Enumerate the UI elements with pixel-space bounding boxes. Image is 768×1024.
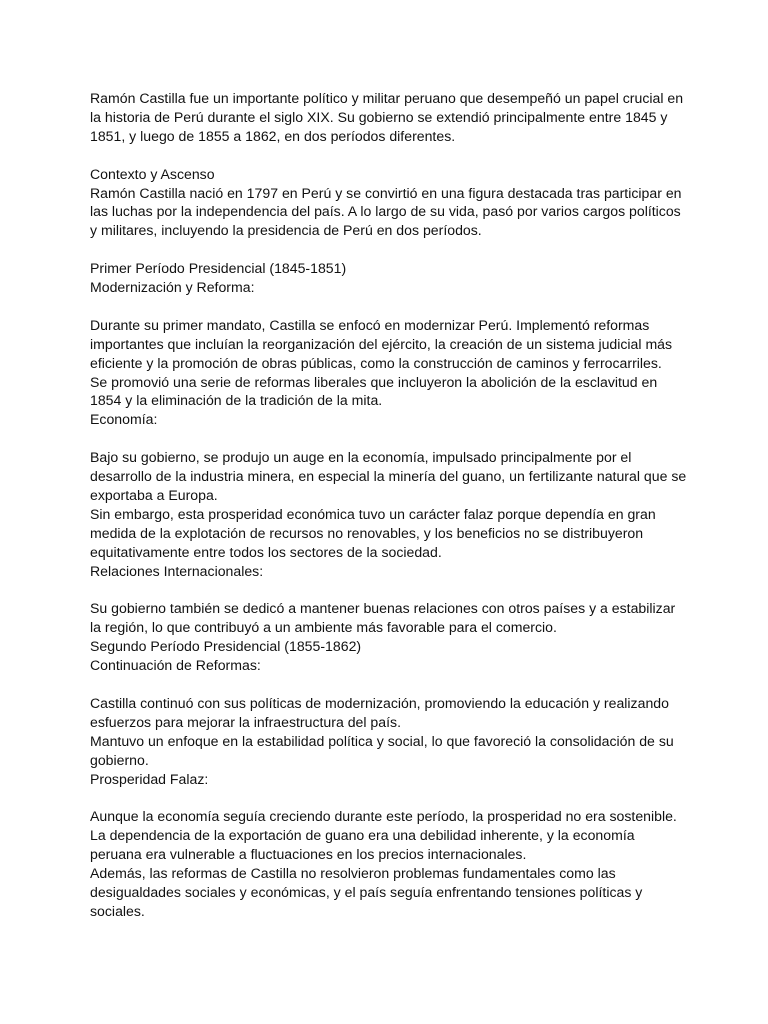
text-line: y militares, incluyendo la presidencia de Perú en dos períodos.	[90, 222, 482, 239]
text-line: esfuerzos para mejorar la infraestructura del país.	[90, 713, 401, 730]
text-line: Además, las reformas de Castilla no resolvieron problemas fundamentales como las	[90, 865, 616, 882]
paragraph-spacer	[90, 429, 690, 448]
text-line: la región, lo que contribuyó a un ambiente más favorable para el comercio.	[90, 619, 557, 636]
text-line: La dependencia de la exportación de guano era una debilidad inherente, y la economía	[90, 827, 635, 844]
subsection-heading: Modernización y Reforma:	[90, 279, 255, 296]
text-line: peruana era vulnerable a fluctuaciones en los precios internacionales.	[90, 846, 527, 863]
text-line: Su gobierno también se dedicó a mantener buenas relaciones con otros países y a estabilizar	[90, 600, 676, 617]
false-prosperity-paragraph	[90, 807, 690, 920]
subsection-heading: Relaciones Internacionales:	[90, 562, 264, 579]
text-line: Se promovió una serie de reformas liberales que incluyeron la abolición de la esclavitud en	[90, 373, 658, 390]
text-line: desarrollo de la industria minera, en especial la minería del guano, un fertilizante natural que se	[90, 468, 687, 485]
text-line: importantes que incluían la reorganización del ejército, la creación de un sistema judicial más	[90, 335, 673, 352]
text-line: gobierno.	[90, 751, 149, 768]
text-line: Durante su primer mandato, Castilla se enfocó en modernizar Perú. Implementó reformas	[90, 316, 650, 333]
international-paragraph	[90, 599, 690, 675]
text-line: sociales.	[90, 902, 145, 919]
continuation-paragraph	[90, 694, 690, 789]
paragraph-spacer	[90, 581, 690, 600]
paragraph-spacer	[90, 146, 690, 165]
text-line: eficiente y la promoción de obras públicas, como la construcción de caminos y ferrocarriles.	[90, 354, 662, 371]
paragraph-spacer	[90, 297, 690, 316]
text-line: las luchas por la independencia del país. A lo largo de su vida, pasó por varios cargos políticos	[90, 203, 681, 220]
text-line: 1854 y la eliminación de la tradición de la mita.	[90, 392, 383, 409]
text-line: Castilla continuó con sus políticas de modernización, promoviendo la educación y realizando	[90, 694, 669, 711]
subsection-heading: Continuación de Reformas:	[90, 657, 261, 674]
text-line: Bajo su gobierno, se produjo un auge en la economía, impulsado principalmente por el	[90, 449, 632, 466]
first-period-section	[90, 259, 690, 297]
economy-paragraph	[90, 448, 690, 580]
subsection-heading: Economía:	[90, 411, 158, 428]
text-line: la historia de Perú durante el siglo XIX. Su gobierno se extendió principalmente entre 1845 y	[90, 108, 668, 125]
text-line: Mantuvo un enfoque en la estabilidad política y social, lo que favoreció la consolidación de su	[90, 732, 674, 749]
subsection-heading: Prosperidad Falaz:	[90, 770, 209, 787]
section-heading: Primer Período Presidencial (1845-1851)	[90, 260, 347, 277]
text-line: medida de la explotación de recursos no renovables, y los beneficios no se distribuyeron	[90, 524, 644, 541]
section-heading: Contexto y Ascenso	[90, 165, 215, 182]
text-line: exportaba a Europa.	[90, 486, 218, 503]
paragraph-spacer	[90, 788, 690, 807]
text-line: Aunque la economía seguía creciendo durante este período, la prosperidad no era sostenible.	[90, 808, 677, 825]
text-line: desigualdades sociales y económicas, y el país seguía enfrentando tensiones políticas y	[90, 883, 643, 900]
paragraph-spacer	[90, 240, 690, 259]
section-heading: Segundo Período Presidencial (1855-1862)	[90, 638, 362, 655]
text-line: Ramón Castilla fue un importante político y militar peruano que desempeñó un papel crucial en	[90, 90, 684, 106]
modernization-paragraph	[90, 316, 690, 429]
text-line: 1851, y luego de 1855 a 1862, en dos períodos diferentes.	[90, 127, 456, 144]
text-line: Sin embargo, esta prosperidad económica tuvo un carácter falaz porque dependía en gran	[90, 505, 656, 522]
document-page	[90, 89, 690, 921]
intro-paragraph	[90, 89, 690, 146]
paragraph-spacer	[90, 675, 690, 694]
text-line: equitativamente entre todos los sectores de la sociedad.	[90, 543, 442, 560]
context-section	[90, 165, 690, 241]
text-line: Ramón Castilla nació en 1797 en Perú y se convirtió en una figura destacada tras participar en	[90, 184, 682, 201]
